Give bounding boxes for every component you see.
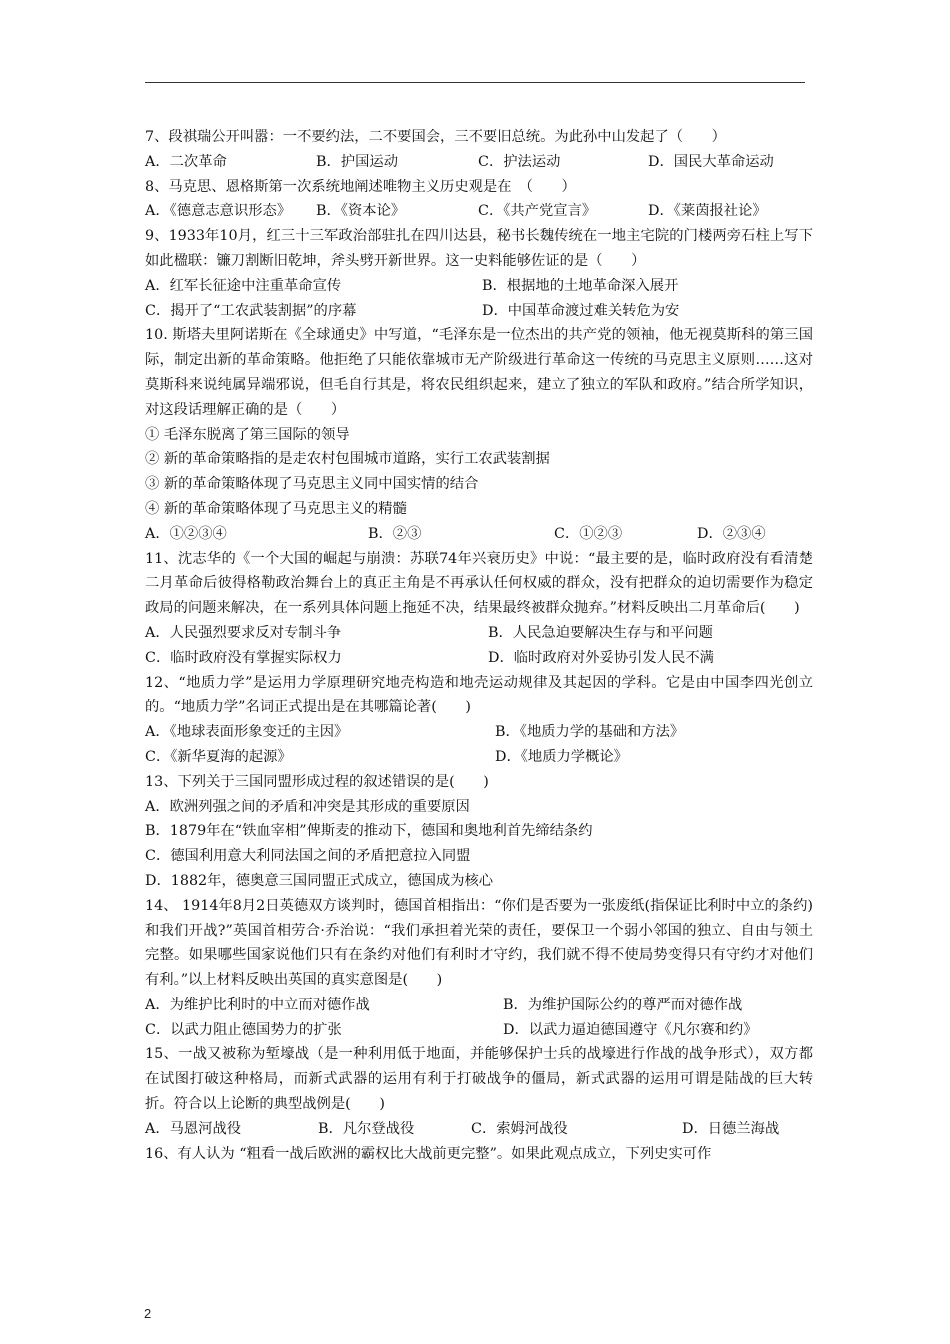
option-d: D．②③④	[697, 525, 766, 542]
question-stem: 16、有人认为 “粗看一战后欧洲的霸权比大战前更完整”。如果此观点成立，下列史实可作	[145, 1145, 712, 1162]
option-c: C．德国利用意大利同法国之间的矛盾把意拉入同盟	[145, 848, 471, 865]
option-b: B．《资本论》	[316, 203, 406, 220]
option-a: A．红军长征途中注重革命宣传	[145, 277, 342, 294]
question-stem: 15、一战又被称为堑壕战（是一种利用低于地面，并能够保护士兵的战壕进行作战的战争形式），双方都在试图打破这种格局，而新式武器的运用有利于打破战争的僵局，新式武器的运用可谓是陆战的巨大转折。符合以上论断的典型战例是( )	[145, 1046, 813, 1113]
question-stem: 8、马克思、恩格斯第一次系统地阐述唯物主义历史观是在 （ ）	[145, 178, 576, 195]
option-d: D．国民大革命运动	[648, 153, 774, 170]
sub-item: ③ 新的革命策略体现了马克思主义同中国实情的结合	[145, 476, 479, 493]
option-row	[145, 199, 813, 224]
question-14	[145, 894, 813, 1043]
option-a: A．为维护比利时的中立而对德作战	[145, 996, 370, 1013]
option-row	[145, 993, 813, 1018]
question-stem: 11、沈志华的《一个大国的崛起与崩溃：苏联74年兴衰历史》中说：“最主要的是，临时政府没有看清楚二月革命后彼得格勒政治舞台上的真正主角是不再承认任何权威的群众，没有把群众的迫切需要作为稳定政局的问题来解决，在一系列具体问题上拖延不决，结果最终被群众抛弃。”材料反映出二月革命后( )	[145, 550, 813, 617]
option-c: C．①②③	[554, 525, 623, 542]
option-d: D．临时政府对外妥协引发人民不满	[488, 649, 714, 666]
question-stem: 13、下列关于三国同盟形成过程的叙述错误的是( )	[145, 773, 489, 790]
option-d: D．中国革命渡过难关转危为安	[482, 302, 680, 319]
option-row	[145, 274, 813, 299]
option-c: C．索姆河战役	[471, 1120, 568, 1137]
question-16	[145, 1142, 813, 1167]
option-d: D．1882年，德奥意三国同盟正式成立，德国成为核心	[145, 872, 494, 889]
option-b: B．《地质力学的基础和方法》	[495, 724, 685, 741]
question-9	[145, 224, 813, 323]
option-row	[145, 150, 813, 175]
option-a: A．《德意志意识形态》	[145, 203, 292, 220]
option-b: B．人民急迫要解决生存与和平问题	[488, 624, 713, 641]
option-b: B．凡尔登战役	[318, 1120, 415, 1137]
option-d: D．以武力逼迫德国遵守《凡尔赛和约》	[503, 1021, 758, 1038]
option-row	[145, 1018, 813, 1043]
question-7	[145, 125, 813, 175]
question-stem: 12、“地质力学”是运用力学原理研究地壳构造和地壳运动规律及其起因的学科。它是由中国李四光创立的。“地质力学”名词正式提出是在其哪篇论著( )	[145, 674, 813, 716]
question-13	[145, 770, 813, 894]
question-11	[145, 547, 813, 671]
question-10	[145, 323, 813, 546]
option-a: A．欧洲列强之间的矛盾和冲突是其形成的重要原因	[145, 798, 470, 815]
option-b: B．为维护国际公约的尊严而对德作战	[503, 996, 743, 1013]
sub-item: ① 毛泽东脱离了第三国际的领导	[145, 426, 350, 443]
option-a: A．二次革命	[145, 153, 227, 170]
option-d: D．《莱茵报社论》	[648, 203, 767, 220]
option-row	[145, 1117, 813, 1142]
question-15	[145, 1042, 813, 1141]
sub-item: ④ 新的革命策略体现了马克思主义的精髓	[145, 500, 407, 517]
option-d: D．《地质力学概论》	[495, 748, 628, 765]
option-b: B．1879年在“铁血宰相”俾斯麦的推动下，德国和奥地利首先缔结条约	[145, 823, 593, 840]
question-list	[145, 125, 813, 1166]
option-row	[145, 646, 813, 671]
option-c: C．揭开了“工农武装割据”的序幕	[145, 302, 357, 319]
question-stem: 9、1933年10月，红三十三军政治部驻扎在四川达县，秘书长魏传统在一地主宅院的门楼两旁石柱上写下如此楹联：镰刀割断旧乾坤，斧头劈开新世界。这一史料能够佐证的是（ ）	[145, 228, 813, 269]
option-c: C．《共产党宣言》	[478, 203, 597, 220]
option-b: B．护国运动	[316, 153, 398, 170]
option-c: C．护法运动	[478, 153, 561, 170]
option-b: B．根据地的土地革命深入展开	[482, 277, 679, 294]
question-12	[145, 671, 813, 770]
question-stem: 14、 1914年8月2日英德双方谈判时，德国首相指出：“你们是否要为一张废纸(指保证比利时中立的条约)和我们开战?”英国首相劳合·乔治说：“我们承担着光荣的责任，要保卫一个弱小邻国的独立、自由与领土完整。如果哪些国家说他们只有在条约对他们有利时才守约，我们就不得不使局势变得只有守约才对他们有利。”以上材料反映出英国的真实意图是( )	[145, 897, 813, 989]
option-a: A．①②③④	[145, 525, 227, 542]
question-stem: 10. 斯塔夫里阿诺斯在《全球通史》中写道，“毛泽东是一位杰出的共产党的领袖，他无视莫斯科的第三国际，制定出新的革命策略。他拒绝了只能依靠城市无产阶级进行革命这一传统的马克思主义原则……这对莫斯科来说纯属异端邪说，但毛自行其是，将农民组织起来，建立了独立的军队和政府。”结合所学知识，对这段话理解正确的是（ ）	[145, 327, 813, 418]
question-8	[145, 175, 813, 225]
question-stem: 7、段祺瑞公开叫嚣：一不要约法，二不要国会，三不要旧总统。为此孙中山发起了（ ）	[145, 129, 726, 145]
option-row	[145, 621, 813, 646]
option-a: A．《地球表面形象变迁的主因》	[145, 724, 349, 741]
sub-item: ② 新的革命策略指的是走农村包围城市道路，实行工农武装割据	[145, 451, 550, 468]
option-row	[145, 720, 813, 745]
option-row	[145, 299, 813, 324]
header-rule	[145, 82, 805, 83]
option-row	[145, 522, 813, 547]
option-c: C．以武力阻止德国势力的扩张	[145, 1021, 342, 1038]
option-row	[145, 745, 813, 770]
option-a: A．马恩河战役	[145, 1120, 242, 1137]
option-c: C．临时政府没有掌握实际权力	[145, 649, 342, 666]
option-b: B．②③	[368, 525, 422, 542]
option-a: A．人民强烈要求反对专制斗争	[145, 624, 342, 641]
page-number: 2	[144, 1306, 152, 1321]
option-c: C．《新华夏海的起源》	[145, 748, 292, 765]
option-d: D．日德兰海战	[682, 1120, 780, 1137]
